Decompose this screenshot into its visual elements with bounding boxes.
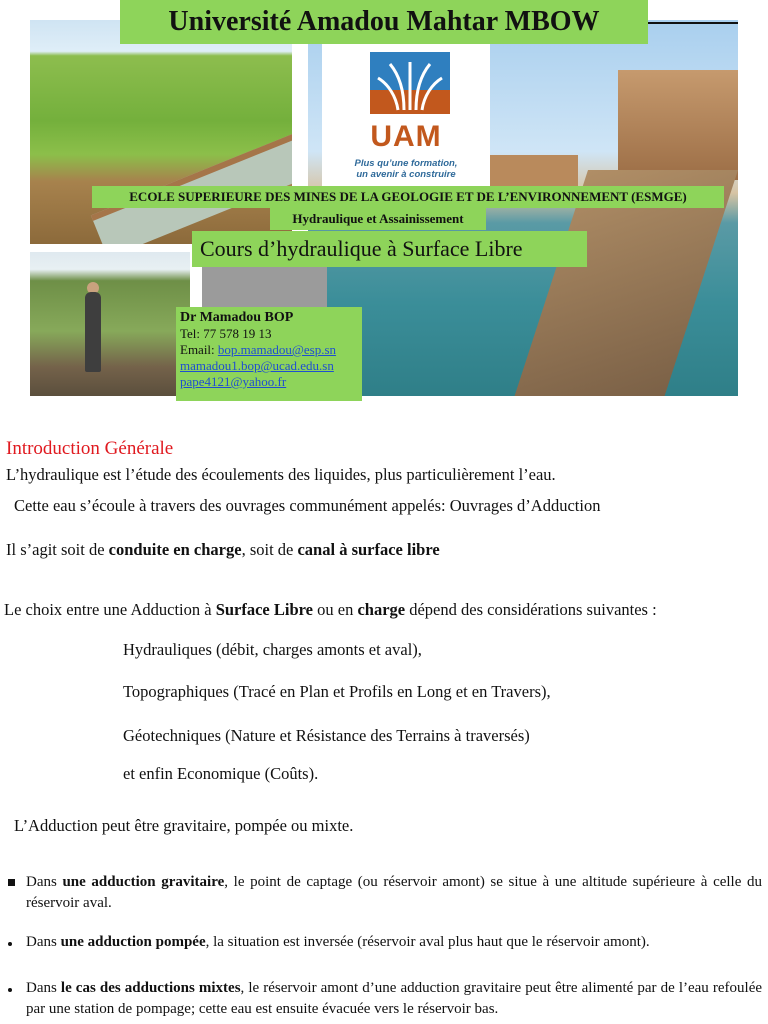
paragraph-choice: Le choix entre une Adduction à Surface Libre ou en charge dépend des considérations suivantes : [4, 600, 657, 619]
university-title: Université Amadou Mahtar MBOW [120, 0, 648, 44]
bullet-item: Dans une adduction gravitaire, le point de captage (ou réservoir amont) se situe à une altitude supérieure à celle du réservoir aval. [6, 872, 762, 914]
consideration-item: Géotechniques (Nature et Résistance des Terrains à traversés) [123, 726, 530, 745]
paragraph-adduction-kinds: L’Adduction peut être gravitaire, pompée ou mixte. [14, 816, 354, 835]
course-title: Cours d’hydraulique à Surface Libre [192, 231, 587, 267]
rice-field-photo [30, 20, 292, 244]
phone: Tel: 77 578 19 13 [180, 326, 272, 341]
uam-logo [322, 44, 490, 187]
paragraph-ouvrages: Cette eau s’écoule à travers des ouvrages communément appelés: Ouvrages d’Adduction [14, 496, 601, 515]
school-name: ECOLE SUPERIEURE DES MINES DE LA GEOLOGIE ET DE L’ENVIRONNEMENT (ESMGE) [92, 186, 724, 208]
square-bullet-icon [6, 872, 24, 893]
email-link-1[interactable]: bop.mamadou@esp.sn [217, 342, 337, 357]
email-link-2[interactable]: mamadou1.bop@ucad.edu.sn [180, 358, 334, 373]
paragraph-definition: L’hydraulique est l’étude des écoulements des liquides, plus particulièrement l’eau. [6, 465, 556, 484]
paragraph-types: Il s’agit soit de conduite en charge, soit de canal à surface libre [6, 540, 440, 559]
section-title: Introduction Générale [6, 438, 174, 459]
bullet-item: Dans le cas des adductions mixtes, le réservoir amont d’une adduction gravitaire peut être alimenté par de l’eau refoulée par une station de pompage; cette eau est ensuite évacuée vers le réservoir bas. [6, 978, 762, 1020]
uam-logo-icon [370, 52, 450, 114]
contact-card [176, 307, 362, 401]
email-row [180, 342, 358, 358]
email-label: Email: [180, 342, 218, 357]
consideration-item: et enfin Economique (Coûts). [123, 764, 319, 783]
gray-placeholder [202, 264, 327, 310]
title-rule [648, 22, 738, 24]
dot-bullet-icon [6, 978, 24, 999]
logo-tagline-line1: Plus qu’une formation, [354, 158, 458, 169]
logo-tagline [322, 158, 490, 180]
consideration-item: Topographiques (Tracé en Plan et Profils en Long et en Travers), [123, 682, 551, 701]
consideration-item: Hydrauliques (débit, charges amonts et aval), [123, 640, 422, 659]
author-name: Dr Mamadou BOP [180, 310, 294, 325]
department-name: Hydraulique et Assainissement [270, 208, 486, 230]
bullet-item: Dans une adduction pompée, la situation est inversée (réservoir aval plus haut que le réservoir amont). [6, 932, 762, 953]
logo-text: UAM [370, 120, 442, 153]
email-link-3[interactable]: pape4121@yahoo.fr [180, 374, 287, 389]
logo-tagline-line2: un avenir à construire [356, 169, 456, 180]
surveyor-photo [30, 252, 190, 396]
dot-bullet-icon [6, 932, 24, 953]
